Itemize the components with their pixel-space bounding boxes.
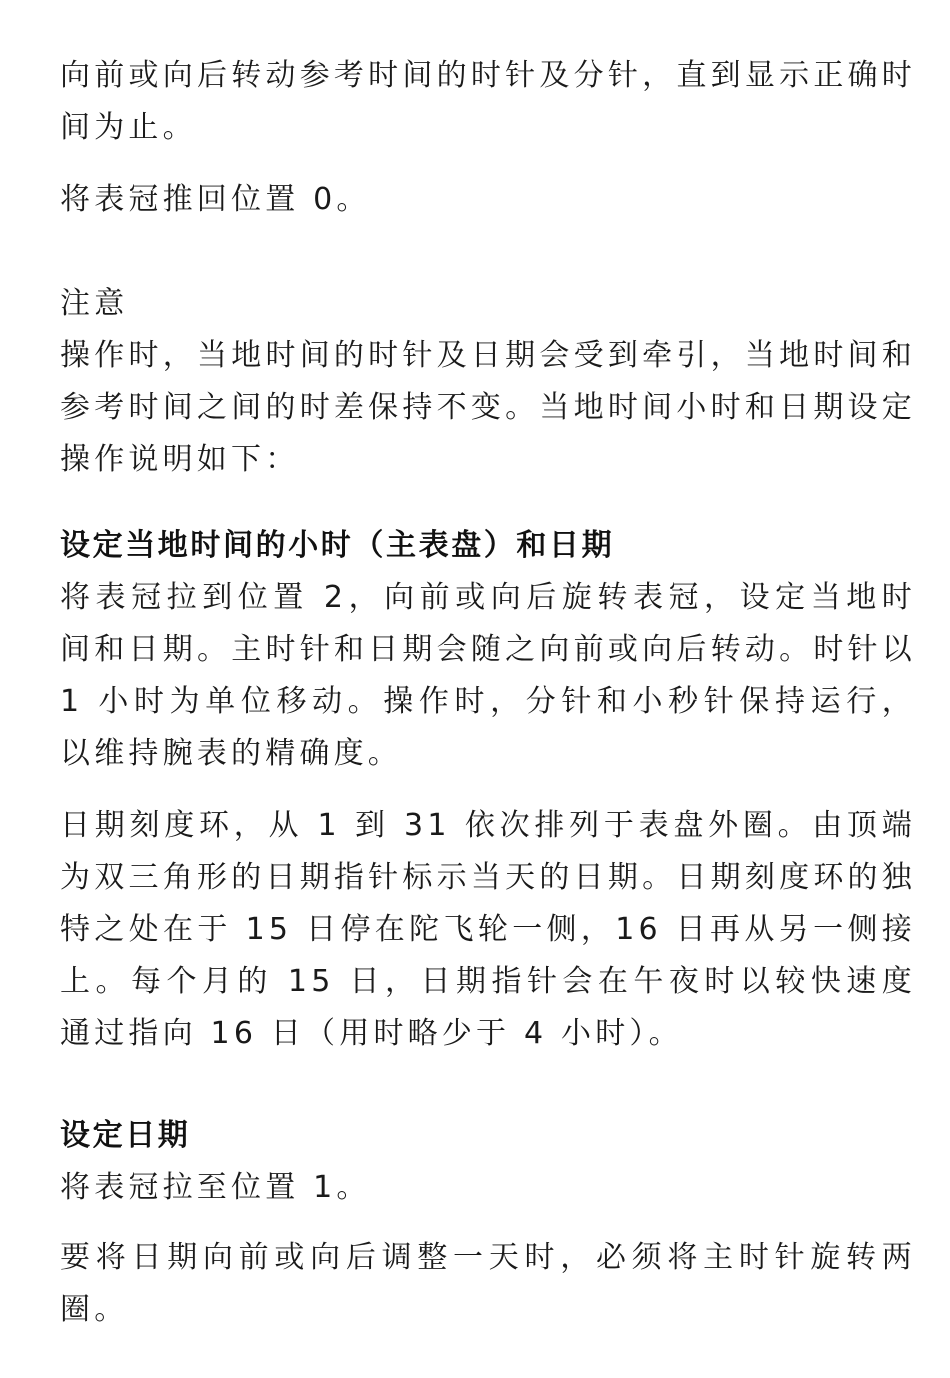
section-date [60, 1110, 916, 1214]
intro-text-2: 将表冠推回位置 0。 [60, 182, 371, 217]
note-title: 注意 [60, 286, 129, 321]
section-local-time-heading: 设定当地时间的小时（主表盘）和日期 [60, 528, 615, 563]
date-ring-paragraph [60, 800, 916, 1060]
section-date-heading: 设定日期 [60, 1118, 191, 1153]
intro-paragraph-2 [60, 174, 916, 226]
date-adjust-paragraph [60, 1232, 916, 1336]
section-local-time-paragraph-2: 日期刻度环，从 1 到 31 依次排列于表盘外圈。由顶端为双三角形的日期指针标示当天的日期。日期刻度环的独特之处在于 15 日停在陀飞轮一侧，16 日再从另一侧接上。每个月的 15 日，日期指针会在午夜时以较快速度通过指向 16 日（用时略少于 4 小时）。 [60, 808, 916, 1051]
section-date-paragraph-2: 要将日期向前或向后调整一天时，必须将主时针旋转两圈。 [60, 1240, 916, 1327]
note-block [60, 278, 916, 486]
section-date-paragraph-1: 将表冠拉至位置 1。 [60, 1170, 371, 1205]
intro-text-1: 向前或向后转动参考时间的时针及分针，直到显示正确时间为止。 [60, 58, 916, 145]
note-body: 操作时，当地时间的时针及日期会受到牵引，当地时间和参考时间之间的时差保持不变。当地时间小时和日期设定操作说明如下： [60, 338, 916, 477]
section-local-time-paragraph-1: 将表冠拉到位置 2，向前或向后旋转表冠，设定当地时间和日期。主时针和日期会随之向前或向后转动。时针以 1 小时为单位移动。操作时，分针和小秒针保持运行，以维持腕表的精确度。 [60, 580, 916, 771]
intro-paragraph-1 [60, 50, 916, 154]
section-local-time [60, 520, 916, 780]
